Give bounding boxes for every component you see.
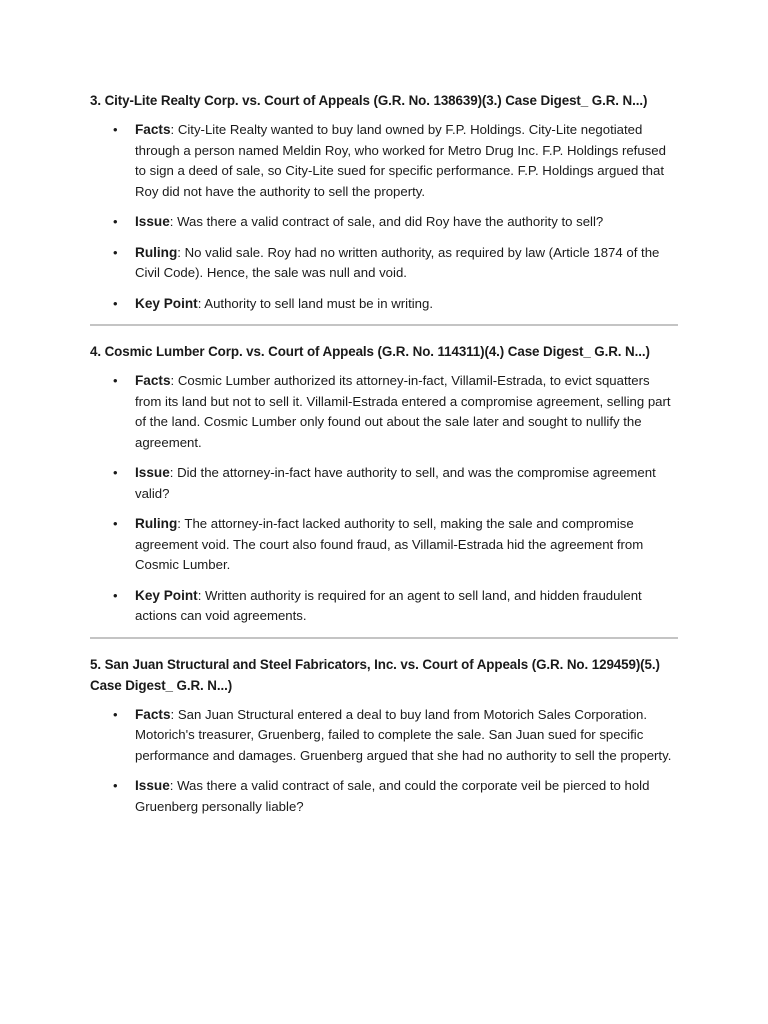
case-title: 3. City-Lite Realty Corp. vs. Court of Appeals (G.R. No. 138639)(3.) Case Digest_ G.R. N...) [90, 93, 648, 108]
bullet-icon: • [113, 465, 118, 480]
point-label: Issue [135, 778, 170, 793]
case-digest-3 [90, 90, 678, 314]
bullet-icon: • [113, 778, 118, 793]
point-label: Key Point [135, 587, 198, 603]
case-points-list [90, 705, 678, 818]
case-digest-5 [90, 654, 678, 818]
point-text: : No valid sale. Roy had no written authority, as required by law (Article 1874 of the Civil Code). Hence, the sale was null and void. [135, 244, 660, 280]
list-item-facts [113, 371, 678, 453]
list-item-facts [113, 120, 678, 202]
point-text: : Written authority is required for an agent to sell land, and hidden fraudulent actions can void agreements. [135, 587, 642, 623]
list-item-issue [113, 776, 678, 817]
bullet-icon: • [113, 244, 118, 260]
bullet-icon: • [113, 214, 118, 229]
point-label: Facts [135, 706, 171, 722]
point-text: : Cosmic Lumber authorized its attorney-in-fact, Villamil-Estrada, to evict squatters from its land but not to sell it. Villamil-Estrada entered a compromise agreement, selling part of the land. Cosmic Lumber only found out about the sale later and sought to nullify the agreement. [135, 373, 671, 450]
case-points-list [90, 371, 678, 627]
list-item-facts [113, 705, 678, 767]
point-label: Issue [135, 465, 170, 480]
point-text: : San Juan Structural entered a deal to buy land from Motorich Sales Corporation. Motorich's treasurer, Gruenberg, failed to complete the sale. San Juan sued for specific performance and damages. Gruenberg argued that she had no authority to sell the property. [135, 706, 672, 763]
section-divider [90, 637, 678, 639]
list-item-ruling [113, 514, 678, 576]
list-item-key-point [113, 586, 678, 627]
point-label: Ruling [135, 516, 178, 531]
list-item-ruling [113, 243, 678, 284]
point-text: : Was there a valid contract of sale, and could the corporate veil be pierced to hold Gruenberg personally liable? [135, 778, 650, 814]
point-text: : Was there a valid contract of sale, and did Roy have the authority to sell? [169, 214, 604, 229]
point-text: : The attorney-in-fact lacked authority to sell, making the sale and compromise agreement void. The court also found fraud, as Villamil-Estrada hid the agreement from Cosmic Lumber. [135, 516, 644, 572]
list-item-issue [113, 463, 678, 504]
point-label: Facts [135, 373, 171, 388]
point-text: : City-Lite Realty wanted to buy land owned by F.P. Holdings. City-Lite negotiated through a person named Meldin Roy, who worked for Metro Drug Inc. F.P. Holdings refused to sign a deed of sale, so City-Lite sued for specific performance. F.P. Holdings argued that Roy did not have the authority to sell the property. [135, 122, 666, 199]
bullet-icon: • [113, 295, 118, 311]
document-page [90, 90, 678, 827]
case-title: 4. Cosmic Lumber Corp. vs. Court of Appeals (G.R. No. 114311)(4.) Case Digest_ G.R. N...) [90, 344, 650, 359]
point-label: Ruling [135, 244, 178, 260]
list-item-issue [113, 212, 678, 233]
bullet-icon: • [113, 706, 118, 722]
bullet-icon: • [113, 587, 118, 603]
case-points-list [90, 120, 678, 314]
list-item-key-point [113, 294, 678, 315]
bullet-icon: • [113, 516, 118, 531]
point-label: Key Point [135, 295, 198, 311]
point-text: : Did the attorney-in-fact have authority to sell, and was the compromise agreement valid? [135, 465, 656, 501]
bullet-icon: • [113, 122, 118, 137]
point-text: : Authority to sell land must be in writing. [197, 295, 433, 311]
bullet-icon: • [113, 373, 118, 388]
section-divider [90, 324, 678, 326]
case-title: 5. San Juan Structural and Steel Fabricators, Inc. vs. Court of Appeals (G.R. No. 129459)(5.) Case Digest_ G.R. N...) [90, 656, 660, 693]
case-digest-4 [90, 341, 678, 627]
point-label: Issue [135, 214, 170, 229]
point-label: Facts [135, 122, 171, 137]
